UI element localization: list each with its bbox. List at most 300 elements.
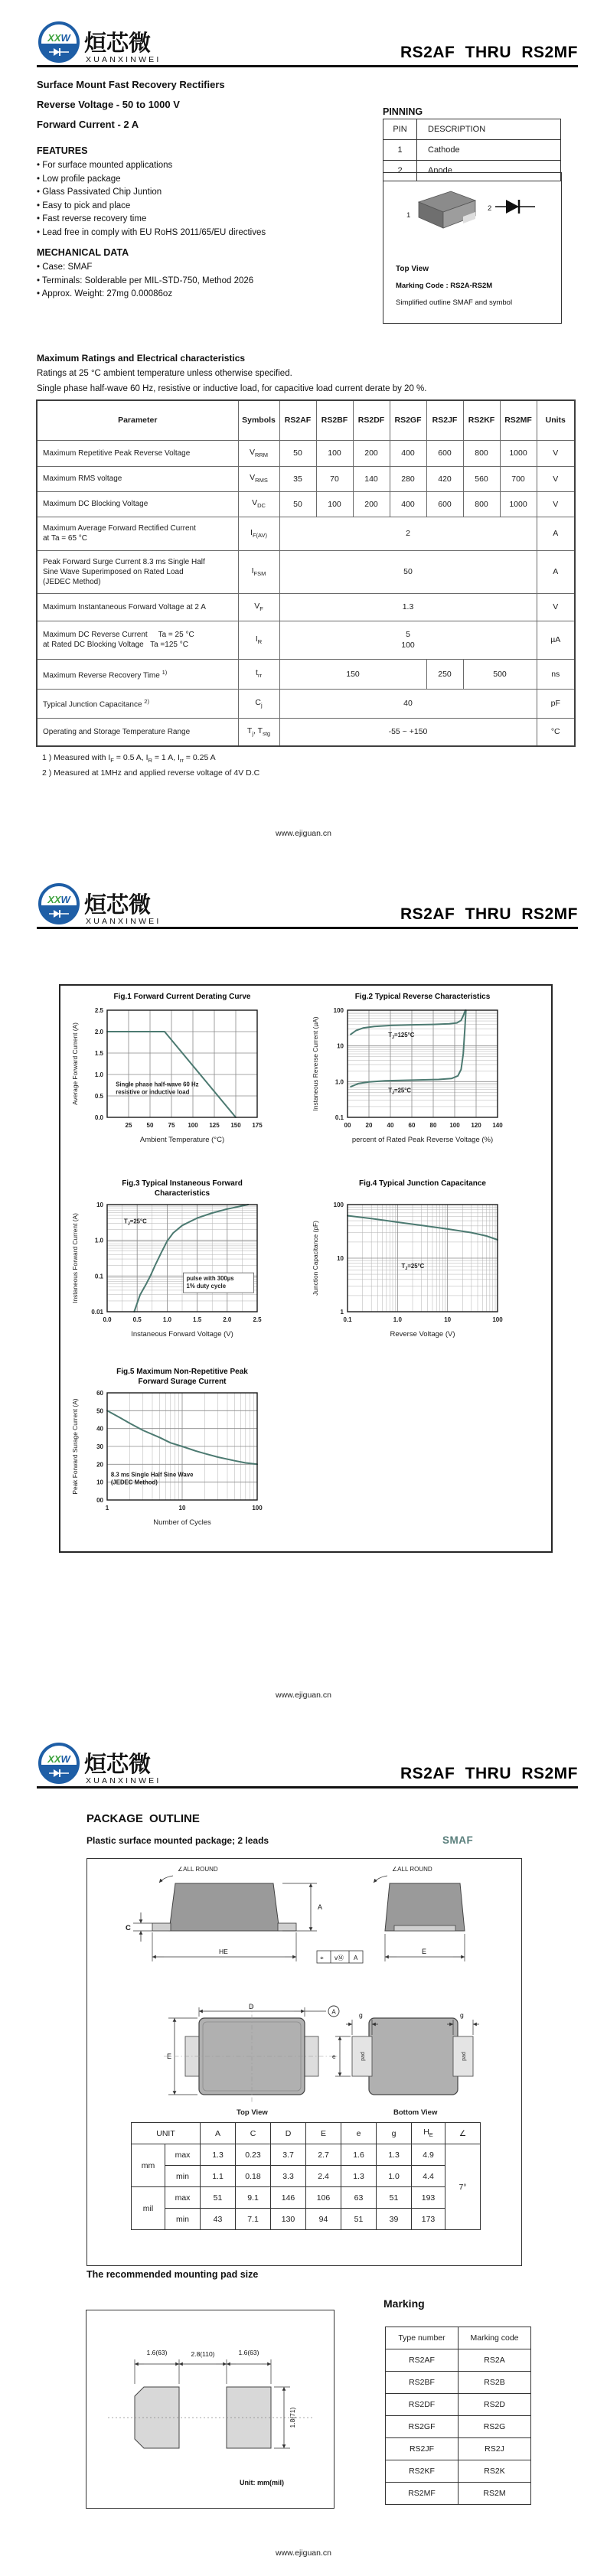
- fig4-plot: [308, 1200, 537, 1362]
- ratings-symbol: $V_{DC}$: [238, 491, 279, 517]
- ratings-row: [37, 621, 575, 659]
- marking-cell: RS2JF: [386, 2438, 459, 2460]
- pinning-title: PINNING: [383, 106, 423, 117]
- mechanical-item: • Case: SMAF: [37, 262, 93, 272]
- ratings-row: [37, 466, 575, 491]
- marking-title: Marking: [383, 2297, 425, 2310]
- x-tick-label: 2.0: [223, 1316, 232, 1323]
- pinning-cell: 2: [383, 161, 417, 181]
- dim-value: 1.3: [377, 2144, 412, 2166]
- ratings-row: [37, 517, 575, 550]
- x-tick-label: 20: [365, 1122, 373, 1129]
- marking-header: Marking code: [459, 2327, 531, 2349]
- dim-value: 39: [377, 2209, 412, 2230]
- x-tick-label: 150: [230, 1122, 241, 1129]
- ratings-parameter: Maximum DC Reverse Current Ta = 25 °C at Rated DC Blocking Voltage Ta =125 °C: [37, 621, 238, 659]
- pad-dim-1: 1.6(63): [146, 2349, 168, 2356]
- y-tick-label: 00: [96, 1497, 103, 1504]
- x-tick-label: 2.5: [253, 1316, 262, 1323]
- ratings-header: Units: [537, 400, 575, 440]
- smaf-3d-package-icon: [419, 191, 475, 228]
- y-axis-title: Junction Capacitance (pF): [312, 1221, 319, 1296]
- feature-item: • Fast reverse recovery time: [37, 214, 147, 223]
- dim-header: D: [271, 2123, 306, 2144]
- mounting-pad-drawing: [86, 2310, 331, 2506]
- dim-value: 2.7: [306, 2144, 341, 2166]
- marking-table: [385, 2327, 530, 2505]
- ratings-unit: ns: [537, 659, 575, 689]
- ratings-unit: V: [537, 593, 575, 621]
- x-tick-label: 1: [105, 1505, 109, 1511]
- x-axis-title: Ambient Temperature (°C): [139, 1136, 225, 1144]
- ratings-header: RS2GF: [390, 400, 426, 440]
- features-title: FEATURES: [37, 145, 88, 156]
- ratings-unit: °C: [537, 718, 575, 746]
- page2-footer-url: www.ejiguan.cn: [276, 1691, 331, 1700]
- feature-item: • Lead free in comply with EU RoHS 2011/65/EU directives: [37, 227, 266, 237]
- y-tick-label: 1.5: [94, 1050, 103, 1057]
- fig1-plot: [67, 1006, 297, 1168]
- pad-dim-3: 1.6(63): [238, 2349, 259, 2356]
- features-list: [37, 159, 366, 240]
- fig2-plot: [308, 1006, 537, 1168]
- dim-value: 0.23: [236, 2144, 271, 2166]
- dim-unit-group: mm: [132, 2144, 165, 2187]
- ratings-value: 400: [390, 440, 426, 466]
- dimension-table: [131, 2122, 480, 2230]
- package-outline-title: PACKAGE OUTLINE: [86, 1812, 200, 1825]
- page1-header: [37, 20, 578, 67]
- ratings-parameter: Peak Forward Surge Current 8.3 ms Single Half Sine Wave Superimposed on Rated Load (JEDEC Method): [37, 550, 238, 593]
- ratings-header: RS2AF: [279, 400, 316, 440]
- ratings-header: Symbols: [238, 400, 279, 440]
- dim-value: 2.4: [306, 2166, 341, 2187]
- dim-value: 7.1: [236, 2209, 271, 2230]
- page2-header: [37, 882, 578, 929]
- dim-grid: [131, 2122, 481, 2230]
- ratings-symbol: $t_{rr}$: [238, 659, 279, 689]
- doc-title: RS2AF THRU RS2MF: [400, 905, 578, 923]
- marking-cell: RS2MF: [386, 2483, 459, 2505]
- dim-header: $H_E$: [412, 2123, 445, 2144]
- brand-cn: 烜芯微: [84, 1753, 152, 1777]
- annotation: resistive or inductive load: [116, 1088, 190, 1096]
- x-tick-label: 0.0: [103, 1316, 112, 1323]
- ratings-value: 35: [279, 466, 316, 491]
- dim-c-label: C: [126, 1924, 131, 1932]
- fig3-series-vf: [134, 1205, 248, 1312]
- x-tick-label: 1.0: [162, 1316, 171, 1323]
- x-tick-label: 1.0: [393, 1316, 402, 1323]
- tolerance-value: vⓂ: [335, 1955, 344, 1961]
- feature-item: • For surface mounted applications: [37, 161, 173, 170]
- x-axis-title: Instaneous Forward Voltage (V): [131, 1330, 233, 1339]
- pad-label: pad: [361, 2052, 366, 2061]
- brand-en: XUANXINWEI: [86, 1776, 162, 1785]
- dim-d-label: D: [249, 2003, 254, 2010]
- x-axis-title: percent of Rated Peak Reverse Voltage (%): [351, 1136, 494, 1144]
- marking-header: Type number: [386, 2327, 459, 2349]
- pin2-label: 2: [488, 204, 492, 213]
- doc-title: RS2AF THRU RS2MF: [400, 1765, 578, 1782]
- x-tick-label: 80: [429, 1122, 437, 1129]
- marking-cell: RS2AF: [386, 2349, 459, 2372]
- dim-value: 51: [377, 2187, 412, 2209]
- dim-e-small-label: e: [332, 2053, 336, 2060]
- pinning-header: DESCRIPTION: [417, 119, 561, 140]
- ratings-header: RS2MF: [500, 400, 537, 440]
- brand-logo: [37, 882, 167, 926]
- ratings-value: 1.3: [279, 593, 537, 621]
- ratings-row: [37, 718, 575, 746]
- ratings-value: 800: [463, 491, 500, 517]
- y-tick-label: 30: [96, 1443, 103, 1450]
- figure-1: [67, 992, 297, 1172]
- pin1-label: 1: [406, 211, 411, 220]
- dim-minmax: min: [165, 2209, 201, 2230]
- product-line-1: Surface Mount Fast Recovery Rectifiers: [37, 79, 225, 90]
- ratings-value: 100: [316, 440, 353, 466]
- diode-symbol-icon: [495, 200, 535, 214]
- ratings-value: 560: [463, 466, 500, 491]
- side-view-drawing: [126, 1866, 363, 1963]
- ratings-parameter: Maximum DC Blocking Voltage: [37, 491, 238, 517]
- pad-dim-2: 2.8(110): [191, 2350, 215, 2358]
- y-axis-title: Average Forward Current (A): [71, 1022, 79, 1105]
- top-view-drawing: [164, 2003, 340, 2117]
- dim-minmax: max: [165, 2187, 201, 2209]
- y-tick-label: 10: [337, 1255, 344, 1262]
- y-tick-label: 0.0: [94, 1114, 103, 1121]
- x-tick-label: 10: [178, 1505, 186, 1511]
- figure-3-title-line2: Characteristics: [154, 1189, 210, 1198]
- x-tick-label: 75: [168, 1122, 175, 1129]
- ratings-unit: V: [537, 491, 575, 517]
- dim-value: 130: [271, 2209, 306, 2230]
- dim-value: 94: [306, 2209, 341, 2230]
- ratings-value: 50: [279, 491, 316, 517]
- ratings-symbol: $C_j$: [238, 689, 279, 718]
- figure-5-title: Fig.5 Maximum Non-Repetitive Peak: [116, 1368, 248, 1376]
- ratings-parameter: Maximum RMS voltage: [37, 466, 238, 491]
- y-tick-label: 20: [96, 1461, 103, 1469]
- ratings-value: 2: [279, 517, 537, 550]
- brand-cn: 烜芯微: [84, 893, 152, 918]
- bottom-view-label: Bottom View: [393, 2108, 438, 2117]
- ratings-unit: A: [537, 550, 575, 593]
- mounting-pad-box: [86, 2310, 335, 2509]
- ratings-value: 200: [353, 440, 390, 466]
- package-outline-subtitle: Plastic surface mounted package; 2 leads: [86, 1835, 269, 1846]
- dim-he-label: HE: [219, 1948, 228, 1955]
- ratings-value: 1000: [500, 440, 537, 466]
- marking-cell: RS2B: [459, 2372, 531, 2394]
- top-view-label: Top View: [396, 265, 429, 273]
- ratings-header: RS2BF: [316, 400, 353, 440]
- y-tick-label: 10: [337, 1042, 344, 1050]
- marking-cell: RS2D: [459, 2394, 531, 2416]
- dim-header: UNIT: [132, 2123, 201, 2144]
- pad-unit-note: Unit: mm(mil): [240, 2479, 284, 2486]
- datum-a-label: A: [331, 2008, 336, 2016]
- dim-value: 43: [201, 2209, 236, 2230]
- dim-value: 0.18: [236, 2166, 271, 2187]
- y-tick-label: 50: [96, 1407, 103, 1415]
- y-tick-label: 1.0: [335, 1078, 344, 1086]
- y-tick-label: 2.0: [94, 1029, 103, 1035]
- tolerance-datum: A: [354, 1955, 358, 1961]
- ratings-value: 400: [390, 491, 426, 517]
- mechanical-list: [37, 261, 366, 302]
- brand-en: XUANXINWEI: [86, 917, 162, 926]
- all-round-label: ∠ALL ROUND: [392, 1866, 432, 1873]
- annotation: Single phase half-wave 60 Hz: [116, 1081, 199, 1088]
- product-line-3: Forward Current - 2 A: [37, 119, 139, 130]
- annotation: $T_J=125^\circ C$: [388, 1031, 415, 1040]
- header-rule: [37, 927, 578, 929]
- brand-logo: [37, 1741, 167, 1785]
- page3-header: [37, 1741, 578, 1789]
- feature-item: • Glass Passivated Chip Juntion: [37, 187, 162, 197]
- ratings-unit: pF: [537, 689, 575, 718]
- dim-header: e: [341, 2123, 377, 2144]
- pinning-cell: Anode: [417, 161, 561, 181]
- fig4-series-cj: [348, 1216, 498, 1241]
- annotation: $T_J=25^\circ C$: [388, 1087, 412, 1096]
- x-tick-label: 0.5: [132, 1316, 142, 1323]
- annotation: (JEDEC Method): [110, 1479, 158, 1486]
- dim-unit-group: mil: [132, 2187, 165, 2230]
- fig2-series-Tj=25C: [351, 1010, 466, 1087]
- ratings-parameter: Maximum Instantaneous Forward Voltage at 2 A: [37, 593, 238, 621]
- y-tick-label: 100: [333, 1007, 344, 1014]
- ratings-value: 600: [426, 440, 463, 466]
- ratings-unit: V: [537, 466, 575, 491]
- y-tick-label: 1.0: [94, 1237, 103, 1244]
- pinning-cell: 1: [383, 140, 417, 161]
- dim-value: 173: [412, 2209, 445, 2230]
- fig5-plot: [67, 1388, 297, 1550]
- y-tick-label: 1.0: [94, 1071, 103, 1078]
- feature-item: • Low profile package: [37, 174, 121, 184]
- ratings-value: 420: [426, 466, 463, 491]
- dim-header: A: [201, 2123, 236, 2144]
- dim-value: 106: [306, 2187, 341, 2209]
- ratings-table: [36, 399, 574, 747]
- logo-xxw-text: XXW: [47, 32, 70, 44]
- bottom-view-drawing: [331, 2008, 479, 2117]
- outline-caption: Simplified outline SMAF and symbol: [396, 298, 513, 307]
- ratings-row: [37, 689, 575, 718]
- y-tick-label: 0.1: [335, 1114, 344, 1121]
- ratings-unit: V: [537, 440, 575, 466]
- logo-xxw-text: XXW: [47, 1753, 70, 1765]
- y-tick-label: 1: [340, 1309, 344, 1316]
- ratings-value: 50: [279, 550, 537, 593]
- figure-5-chart: [67, 1388, 297, 1554]
- figure-5-title-line2: Forward Surage Current: [138, 1378, 227, 1386]
- x-tick-label: 125: [209, 1122, 220, 1129]
- figure-5: [67, 1367, 297, 1554]
- x-tick-label: 175: [252, 1122, 263, 1129]
- y-axis-title: Instaneous Reverse Current (µA): [312, 1016, 319, 1111]
- marking-cell: RS2J: [459, 2438, 531, 2460]
- ratings-value: 100: [316, 491, 353, 517]
- ratings-header: Parameter: [37, 400, 238, 440]
- dim-value: 9.1: [236, 2187, 271, 2209]
- x-tick-label: 60: [408, 1122, 416, 1129]
- dim-value: 63: [341, 2187, 377, 2209]
- dim-value: 1.3: [341, 2166, 377, 2187]
- ratings-row: [37, 593, 575, 621]
- ratings-value: 70: [316, 466, 353, 491]
- annotation: $T_J=25^\circ C$: [401, 1263, 425, 1272]
- ratings-value: 5 100: [279, 621, 537, 659]
- x-axis-title: Number of Cycles: [153, 1518, 211, 1527]
- figure-1-chart: [67, 1006, 297, 1172]
- ratings-symbol: $I_{F(AV)}$: [238, 517, 279, 550]
- package-symbol-drawing: [383, 173, 559, 321]
- ratings-value: 600: [426, 491, 463, 517]
- x-axis-title: Reverse Voltage (V): [390, 1330, 455, 1339]
- figure-2-title: Fig.2 Typical Reverse Characteristics: [354, 993, 491, 1001]
- figure-4-title: Fig.4 Typical Junction Capacitance: [359, 1179, 486, 1188]
- dim-value: 1.0: [377, 2166, 412, 2187]
- ratings-value: 500: [463, 659, 537, 689]
- annotation: 1% duty cycle: [186, 1283, 227, 1290]
- mounting-pad-title: The recommended mounting pad size: [86, 2269, 259, 2280]
- brand-cn: 烜芯微: [84, 31, 152, 56]
- x-tick-label: 0.1: [343, 1316, 352, 1323]
- brand-logo: [37, 20, 167, 64]
- dim-header: C: [236, 2123, 271, 2144]
- ratings-row: [37, 491, 575, 517]
- product-line-2: Reverse Voltage - 50 to 1000 V: [37, 99, 180, 110]
- ratings-value: 800: [463, 440, 500, 466]
- figure-3: [67, 1179, 297, 1366]
- ratings-value: 1000: [500, 491, 537, 517]
- x-tick-label: 25: [125, 1122, 132, 1129]
- y-tick-label: 0.01: [91, 1309, 103, 1316]
- figure-3-title: Fig.3 Typical Instaneous Forward: [122, 1179, 243, 1188]
- dim-value: 51: [341, 2209, 377, 2230]
- ratings-parameter: Maximum Reverse Recovery Time $^{1)}$: [37, 659, 238, 689]
- ratings-header: RS2JF: [426, 400, 463, 440]
- dim-value: 4.4: [412, 2166, 445, 2187]
- pad-vdim: 1.8(71): [289, 2407, 296, 2428]
- tolerance-symbol: ⌖: [320, 1954, 324, 1961]
- x-tick-label: 100: [252, 1505, 263, 1511]
- package-symbol-box: [383, 172, 562, 324]
- dim-minmax: max: [165, 2144, 201, 2166]
- dim-value: 3.7: [271, 2144, 306, 2166]
- ratings-value: 250: [426, 659, 463, 689]
- x-tick-label: 100: [492, 1316, 503, 1323]
- x-tick-label: 120: [471, 1122, 481, 1129]
- annotation: $T_J=25^\circ C$: [123, 1218, 147, 1227]
- dim-e-label: E: [167, 2053, 172, 2060]
- footnote-2: 2 ) Measured at 1MHz and applied reverse voltage of 4V D.C: [42, 768, 260, 778]
- y-tick-label: 0.1: [94, 1273, 103, 1280]
- ratings-value: 150: [279, 659, 426, 689]
- y-tick-label: 10: [96, 1479, 103, 1486]
- ratings-value: 700: [500, 466, 537, 491]
- y-axis-title: Peak Forward Surage Current (A): [71, 1398, 79, 1495]
- mechanical-item: • Terminals: Solderable per MIL-STD-750, Method 2026: [37, 276, 254, 285]
- figure-1-title: Fig.1 Forward Current Derating Curve: [113, 993, 251, 1001]
- dim-value: 4.9: [412, 2144, 445, 2166]
- ratings-note-1: Ratings at 25 °C ambient temperature unless otherwise specified.: [37, 369, 292, 378]
- x-tick-label: 100: [188, 1122, 198, 1129]
- ratings-symbol: $V_F$: [238, 593, 279, 621]
- x-tick-label: 10: [444, 1316, 452, 1323]
- page3-footer-url: www.ejiguan.cn: [276, 2548, 331, 2558]
- doc-title: RS2AF THRU RS2MF: [400, 44, 578, 61]
- feature-item: • Easy to pick and place: [37, 201, 131, 210]
- annotation: 8.3 ms Single Half Sine Wave: [110, 1471, 194, 1479]
- dim-value: 1.3: [201, 2144, 236, 2166]
- dim-minmax: min: [165, 2166, 201, 2187]
- figure-4-chart: [308, 1200, 537, 1366]
- y-tick-label: 10: [96, 1202, 103, 1208]
- dim-value: 146: [271, 2187, 306, 2209]
- y-tick-label: 60: [96, 1390, 103, 1397]
- figure-2-chart: [308, 1006, 537, 1172]
- figure-3-chart: [67, 1200, 297, 1366]
- ratings-value: 40: [279, 689, 537, 718]
- fig3-plot: [67, 1200, 297, 1362]
- logo-xxw-text: XXW: [47, 894, 70, 905]
- dim-angle-value: 7°: [445, 2144, 481, 2230]
- all-round-label: ∠ALL ROUND: [178, 1866, 218, 1873]
- dim-header: ∠: [445, 2123, 481, 2144]
- ratings-value: 140: [353, 466, 390, 491]
- marking-cell: RS2M: [459, 2483, 531, 2505]
- dim-e-label: E: [422, 1948, 427, 1955]
- pinning-cell: Cathode: [417, 140, 561, 161]
- header-rule: [37, 1786, 578, 1789]
- ratings-parameter: Operating and Storage Temperature Range: [37, 718, 238, 746]
- x-tick-label: 50: [146, 1122, 154, 1129]
- header-rule: [37, 65, 578, 67]
- y-tick-label: 0.5: [94, 1093, 103, 1100]
- page1-footer-url: www.ejiguan.cn: [276, 829, 331, 838]
- ratings-value: 280: [390, 466, 426, 491]
- dim-a-label: A: [318, 1903, 323, 1911]
- dim-value: 1.1: [201, 2166, 236, 2187]
- ratings-value: 200: [353, 491, 390, 517]
- marking-cell: RS2K: [459, 2460, 531, 2483]
- ratings-row: [37, 659, 575, 689]
- outline-drawing: [87, 1859, 519, 2123]
- ratings-header: RS2KF: [463, 400, 500, 440]
- dim-value: 51: [201, 2187, 236, 2209]
- figure-2: [308, 992, 537, 1172]
- ratings-symbol: $T_j$, $T_{stg}$: [238, 718, 279, 746]
- annotation: pulse with 300µs: [186, 1275, 234, 1283]
- marking-code-label: Marking Code : RS2A-RS2M: [396, 282, 493, 290]
- dim-value: 1.6: [341, 2144, 377, 2166]
- ratings-unit: µA: [537, 621, 575, 659]
- end-view-drawing: [374, 1866, 465, 1961]
- marking-cell: RS2DF: [386, 2394, 459, 2416]
- dim-header: E: [306, 2123, 341, 2144]
- y-tick-label: 100: [333, 1202, 344, 1208]
- x-tick-label: 00: [344, 1122, 351, 1129]
- footnote-1: 1 ) Measured with $I_F = 0.5$ A, $I_R = 1$ A, $I_{rr} = 0.25$ A: [42, 753, 216, 765]
- x-tick-label: 100: [449, 1122, 460, 1129]
- top-view-label: Top View: [237, 2108, 268, 2117]
